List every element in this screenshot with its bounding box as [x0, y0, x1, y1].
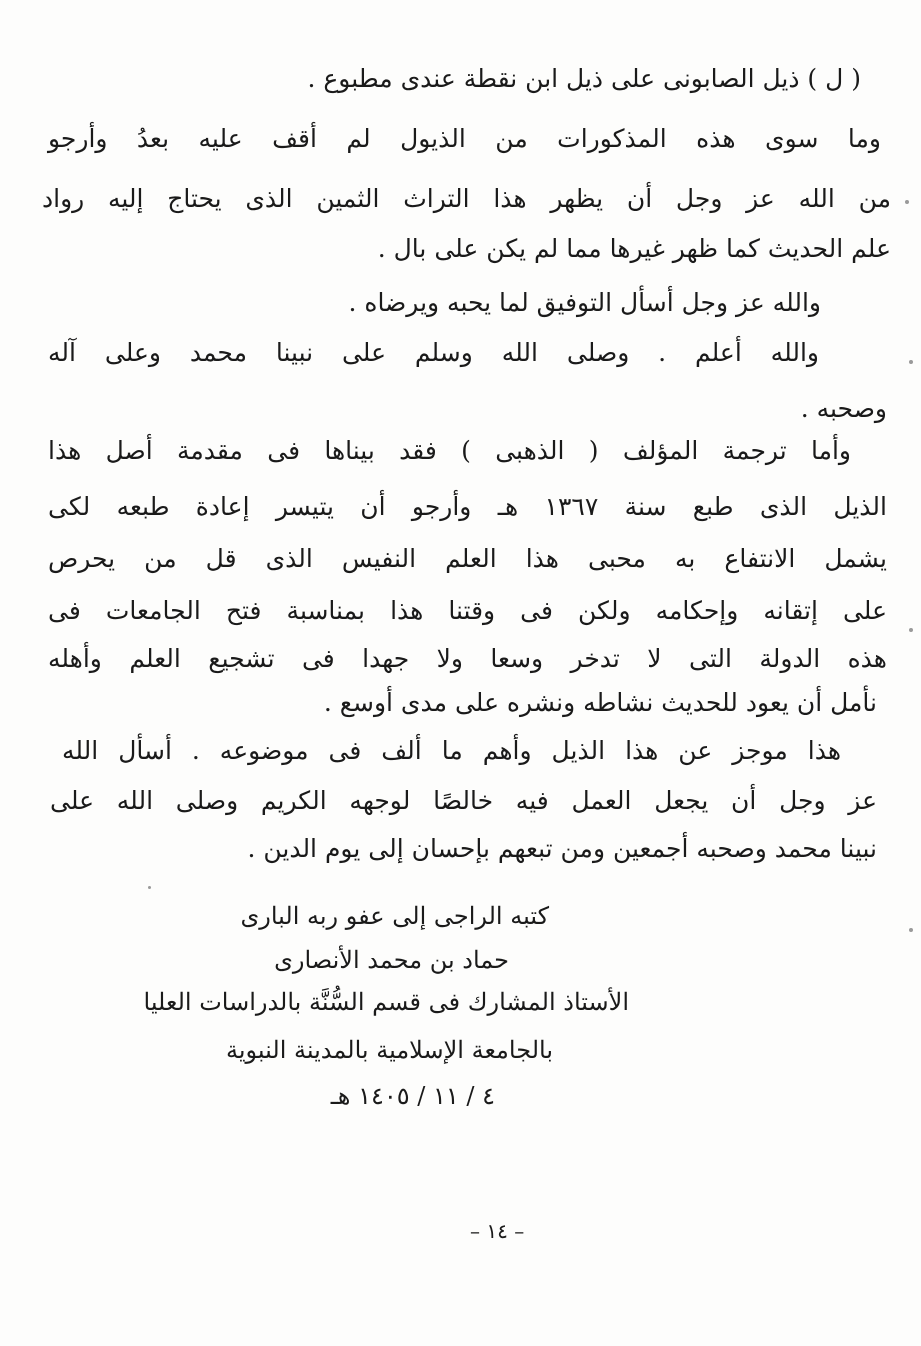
text-line-16: نبينا محمد وصحبه أجمعين ومن تبعهم بإحسان إلى يوم الدين . — [247, 834, 877, 863]
text-line-9: الذيل الذى طبع سنة ١٣٦٧ هـ وأرجو أن يتيسر إعادة طبعه لكى — [48, 492, 887, 521]
text-line-4: علم الحديث كما ظهر غيرها مما لم يكن على بال . — [377, 234, 891, 263]
scan-speck — [905, 200, 909, 204]
signature-line-1: كتبه الراجى إلى عفو ربه البارى — [240, 902, 549, 930]
scan-speck — [148, 886, 151, 889]
text-line-11: على إتقانه وإحكامه ولكن فى وقتنا هذا بمناسبة فتح الجامعات فى — [48, 596, 887, 625]
text-line-8: وأما ترجمة المؤلف ( الذهبى ) فقد بيناها فى مقدمة أصل هذا — [48, 436, 851, 465]
text-line-13: نأمل أن يعود للحديث نشاطه ونشره على مدى أوسع . — [323, 688, 877, 717]
text-line-15: عز وجل أن يجعل العمل فيه خالصًا لوجهه الكريم وصلى الله على — [50, 786, 877, 815]
text-line-1: ( ل ) ذيل الصابونى على ذيل ابن نقطة عندى مطبوع . — [307, 64, 861, 93]
signature-author-name: حماد بن محمد الأنصارى — [274, 946, 509, 974]
signature-date: ٤ / ١١ / ١٤٠٥ هـ — [330, 1082, 495, 1110]
scan-speck — [909, 360, 913, 364]
page-number: – ١٤ – — [470, 1219, 525, 1243]
text-line-2: وما سوى هذه المذكورات من الذيول لم أقف عليه بعدُ وأرجو — [48, 124, 881, 153]
text-line-3: من الله عز وجل أن يظهر هذا التراث الثمين الذى يحتاج إليه رواد — [42, 184, 891, 213]
text-line-5: والله عز وجل أسأل التوفيق لما يحبه ويرضاه . — [348, 288, 821, 317]
scan-speck — [909, 628, 913, 632]
text-line-6: والله أعلم . وصلى الله وسلم على نبينا محمد وعلى آله — [48, 338, 819, 367]
text-line-10: يشمل الانتفاع به محبى هذا العلم النفيس الذى قل من يحرص — [48, 544, 887, 573]
text-line-14: هذا موجز عن هذا الذيل وأهم ما ألف فى موضوعه . أسأل الله — [62, 736, 841, 765]
signature-institution: بالجامعة الإسلامية بالمدينة النبوية — [225, 1036, 553, 1064]
signature-title: الأستاذ المشارك فى قسم السُّنَّة بالدراسات العليا — [143, 988, 629, 1016]
scan-speck — [909, 928, 913, 932]
text-line-12: هذه الدولة التى لا تدخر وسعا ولا جهدا فى تشجيع العلم وأهله — [48, 644, 887, 673]
text-line-7: وصحبه . — [800, 394, 887, 423]
